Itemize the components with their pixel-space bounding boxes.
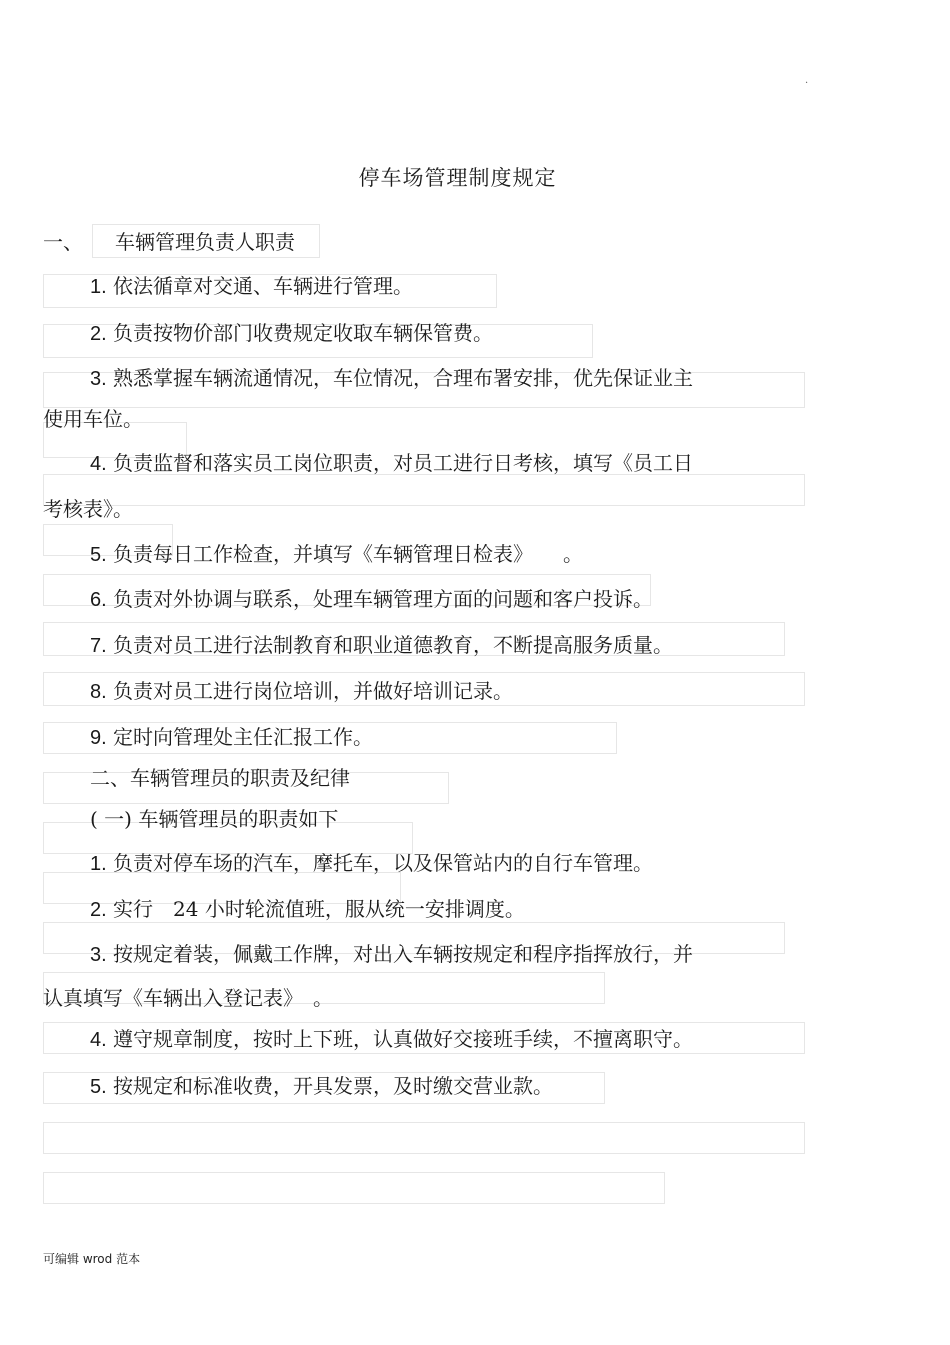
item-text: 按规定和标准收费，开具发票，及时缴交营业款。: [113, 1074, 554, 1098]
section-number: 一、: [43, 230, 83, 254]
section-heading: [43, 229, 295, 255]
item-number: 4.: [90, 1029, 107, 1051]
item-text: 负责对停车场的汽车，摩托车，以及保管站内的自行车管理。: [113, 851, 654, 875]
page-title: 停车场管理制度规定: [358, 166, 557, 190]
item-number: 5.: [90, 1076, 107, 1098]
item-number: 7.: [90, 635, 107, 657]
item-text: 实行 24 小时轮流值班，服从统一安排调度。: [113, 897, 525, 921]
list-item: [90, 1026, 693, 1053]
item-number: 4.: [90, 453, 107, 475]
list-item: [90, 365, 693, 392]
list-item: [90, 320, 493, 347]
item-number: 2.: [90, 899, 107, 921]
item-text: 负责对员工进行法制教育和职业道德教育，不断提高服务质量。: [113, 633, 674, 657]
page-footer: 可编辑 wrod 范本: [43, 1252, 141, 1266]
list-item: [90, 724, 373, 751]
section-title: 车辆管理负责人职责: [115, 230, 295, 254]
list-item: [90, 941, 693, 968]
list-item: [90, 850, 653, 877]
item-text: 负责监督和落实员工岗位职责，对员工进行日考核，填写《员工日: [113, 451, 694, 475]
list-item: [90, 632, 673, 659]
list-item: [90, 541, 583, 568]
item-number: 8.: [90, 681, 107, 703]
item-number: 1.: [90, 276, 107, 298]
item-text: 定时向管理处主任汇报工作。: [113, 725, 374, 749]
list-item: [90, 586, 653, 613]
item-number: 6.: [90, 589, 107, 611]
list-item: [90, 450, 693, 477]
list-item: [90, 678, 513, 705]
item-text: 负责对员工进行岗位培训，并做好培训记录。: [113, 679, 514, 703]
item-number: 5.: [90, 544, 107, 566]
list-item: [90, 1073, 553, 1100]
item-text: 负责按物价部门收费规定收取车辆保管费。: [113, 321, 494, 345]
item-number: 1.: [90, 853, 107, 875]
scan-artifact-box: [43, 1172, 665, 1204]
item-text: 熟悉掌握车辆流通情况，车位情况，合理布署安排，优先保证业主: [113, 366, 694, 390]
item-text: 负责对外协调与联系，处理车辆管理方面的问题和客户投诉。: [113, 587, 654, 611]
item-number: 3.: [90, 944, 107, 966]
sub-heading: ( 一) 车辆管理员的职责如下: [90, 807, 339, 831]
list-item-continuation: 考核表》。: [43, 497, 133, 521]
list-item: [90, 896, 525, 923]
scan-artifact-box: [43, 1122, 805, 1154]
item-text: 按规定着装，佩戴工作牌，对出入车辆按规定和程序指挥放行，并: [113, 942, 694, 966]
item-text: 依法循章对交通、车辆进行管理。: [113, 274, 414, 298]
list-item-continuation: 使用车位。: [43, 407, 143, 431]
item-text: 负责每日工作检查，并填写《车辆管理日检表》 。: [113, 542, 584, 566]
list-item: [90, 273, 413, 300]
corner-mark: ·: [805, 78, 809, 89]
item-number: 3.: [90, 368, 107, 390]
section-heading: 二、车辆管理员的职责及纪律: [90, 766, 350, 790]
item-number: 2.: [90, 323, 107, 345]
scan-artifact-box: [43, 474, 805, 506]
list-item-continuation: 认真填写《车辆出入登记表》 。: [43, 986, 333, 1010]
item-text: 遵守规章制度，按时上下班，认真做好交接班手续，不擅离职守。: [113, 1027, 694, 1051]
item-number: 9.: [90, 727, 107, 749]
